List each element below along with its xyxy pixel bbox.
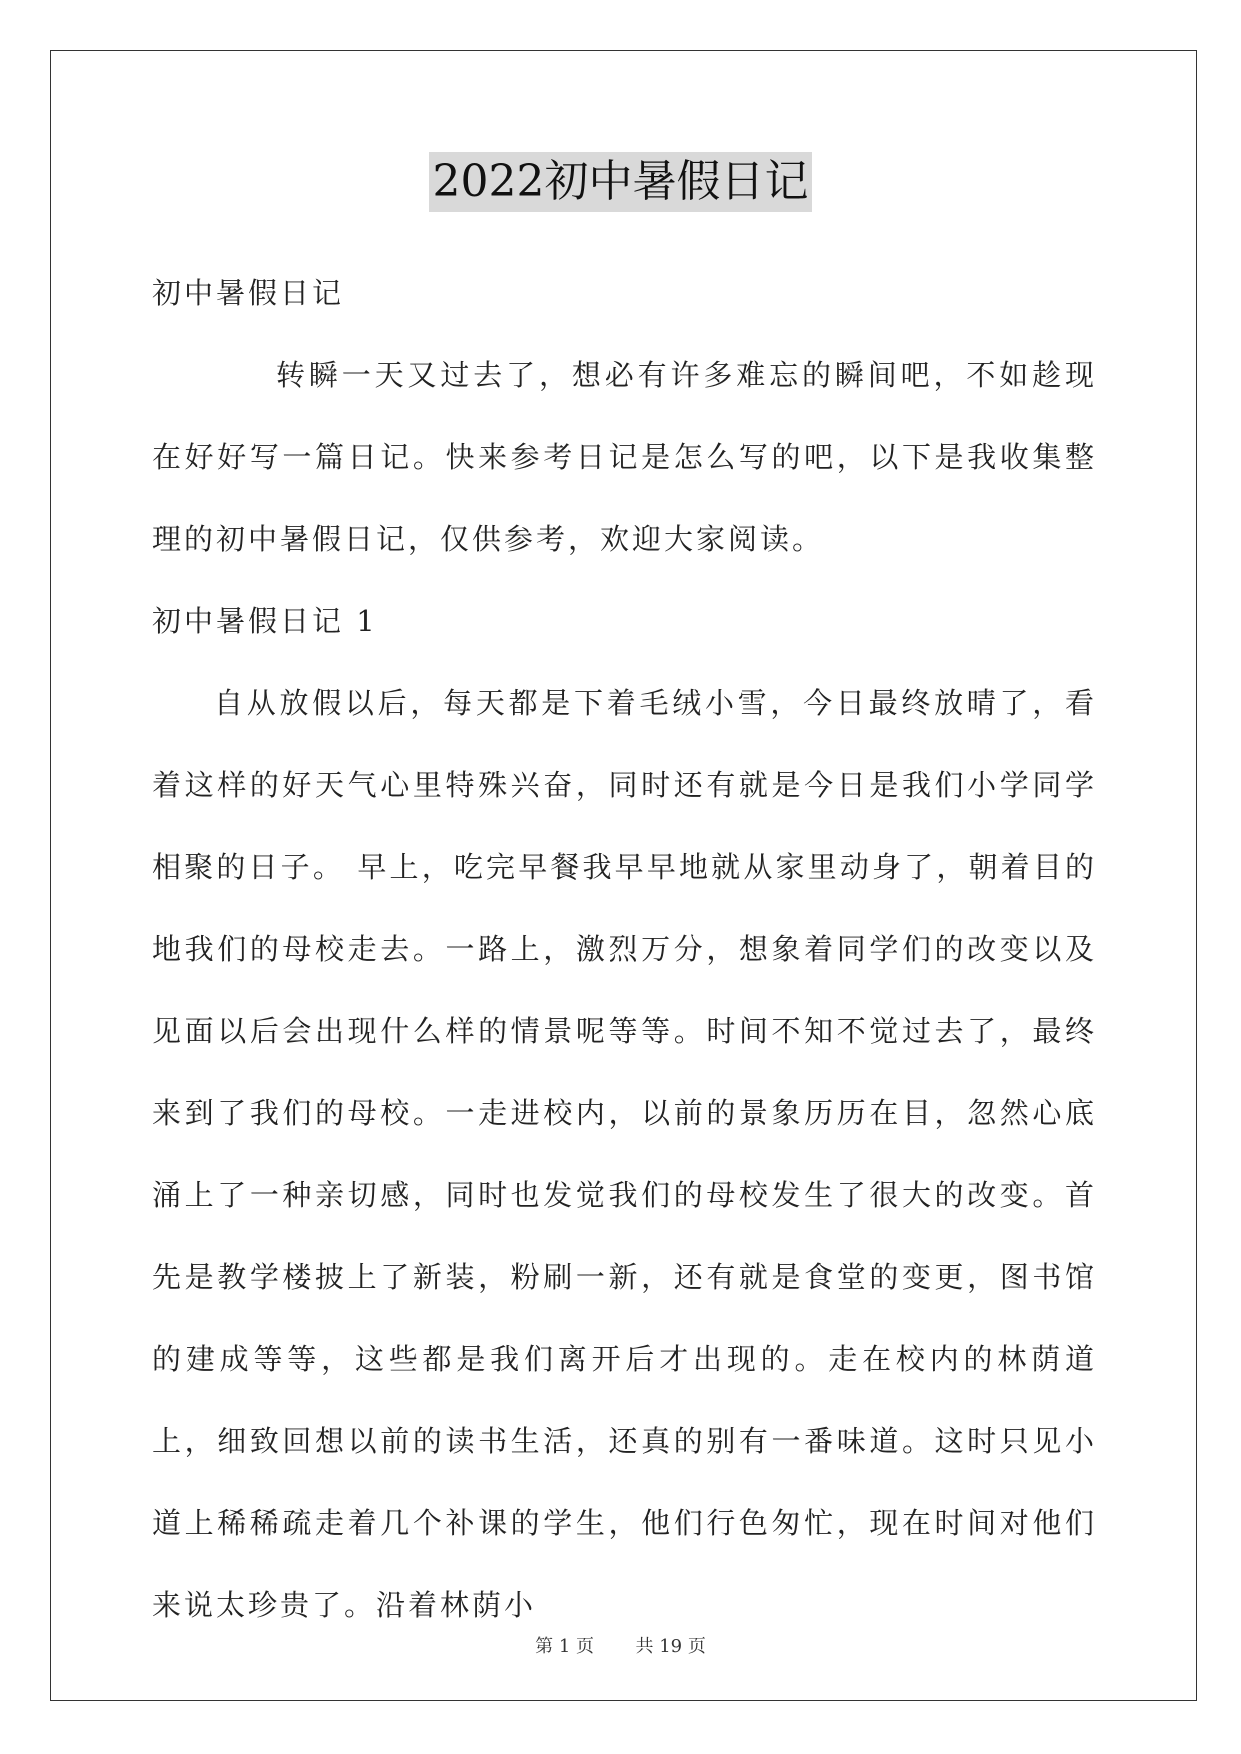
- title-container: [0, 152, 1241, 212]
- document-body: [152, 252, 1097, 1646]
- page-total: 共 19 页: [635, 1636, 706, 1657]
- body-paragraph: 自从放假以后，每天都是下着毛绒小雪，今日最终放晴了，看着这样的好天气心里特殊兴奋，同时还有就是今日是我们小学同学相聚的日子。 早上，吃完早餐我早早地就从家里动身了，朝着目的地我们的母校走去。一路上，激烈万分，想象着同学们的改变以及见面以后会出现什么样的情景呢等等。时间不知不觉过去了，最终来到了我们的母校。一走进校内，以前的景象历历在目，忽然心底涌上了一种亲切感，同时也发觉我们的母校发生了很大的改变。首先是教学楼披上了新装，粉刷一新，还有就是食堂的变更，图书馆的建成等等，这些都是我们离开后才出现的。走在校内的林荫道上，细致回想以前的读书生活，还真的别有一番味道。这时只见小道上稀稀疏走着几个补课的学生，他们行色匆忙，现在时间对他们来说太珍贵了。沿着林荫小: [152, 686, 1097, 1622]
- subtitle: 初中暑假日记: [152, 276, 345, 310]
- page-number: 第 1 页: [535, 1636, 595, 1657]
- intro-paragraph: 转瞬一天又过去了，想必有许多难忘的瞬间吧，不如趁现在好好写一篇日记。快来参考日记是怎么写的吧，以下是我收集整理的初中暑假日记，仅供参考，欢迎大家阅读。: [152, 358, 1097, 556]
- document-title: 2022初中暑假日记: [429, 152, 813, 212]
- page-footer: [0, 1632, 1241, 1658]
- section-heading: 初中暑假日记 1: [152, 604, 378, 638]
